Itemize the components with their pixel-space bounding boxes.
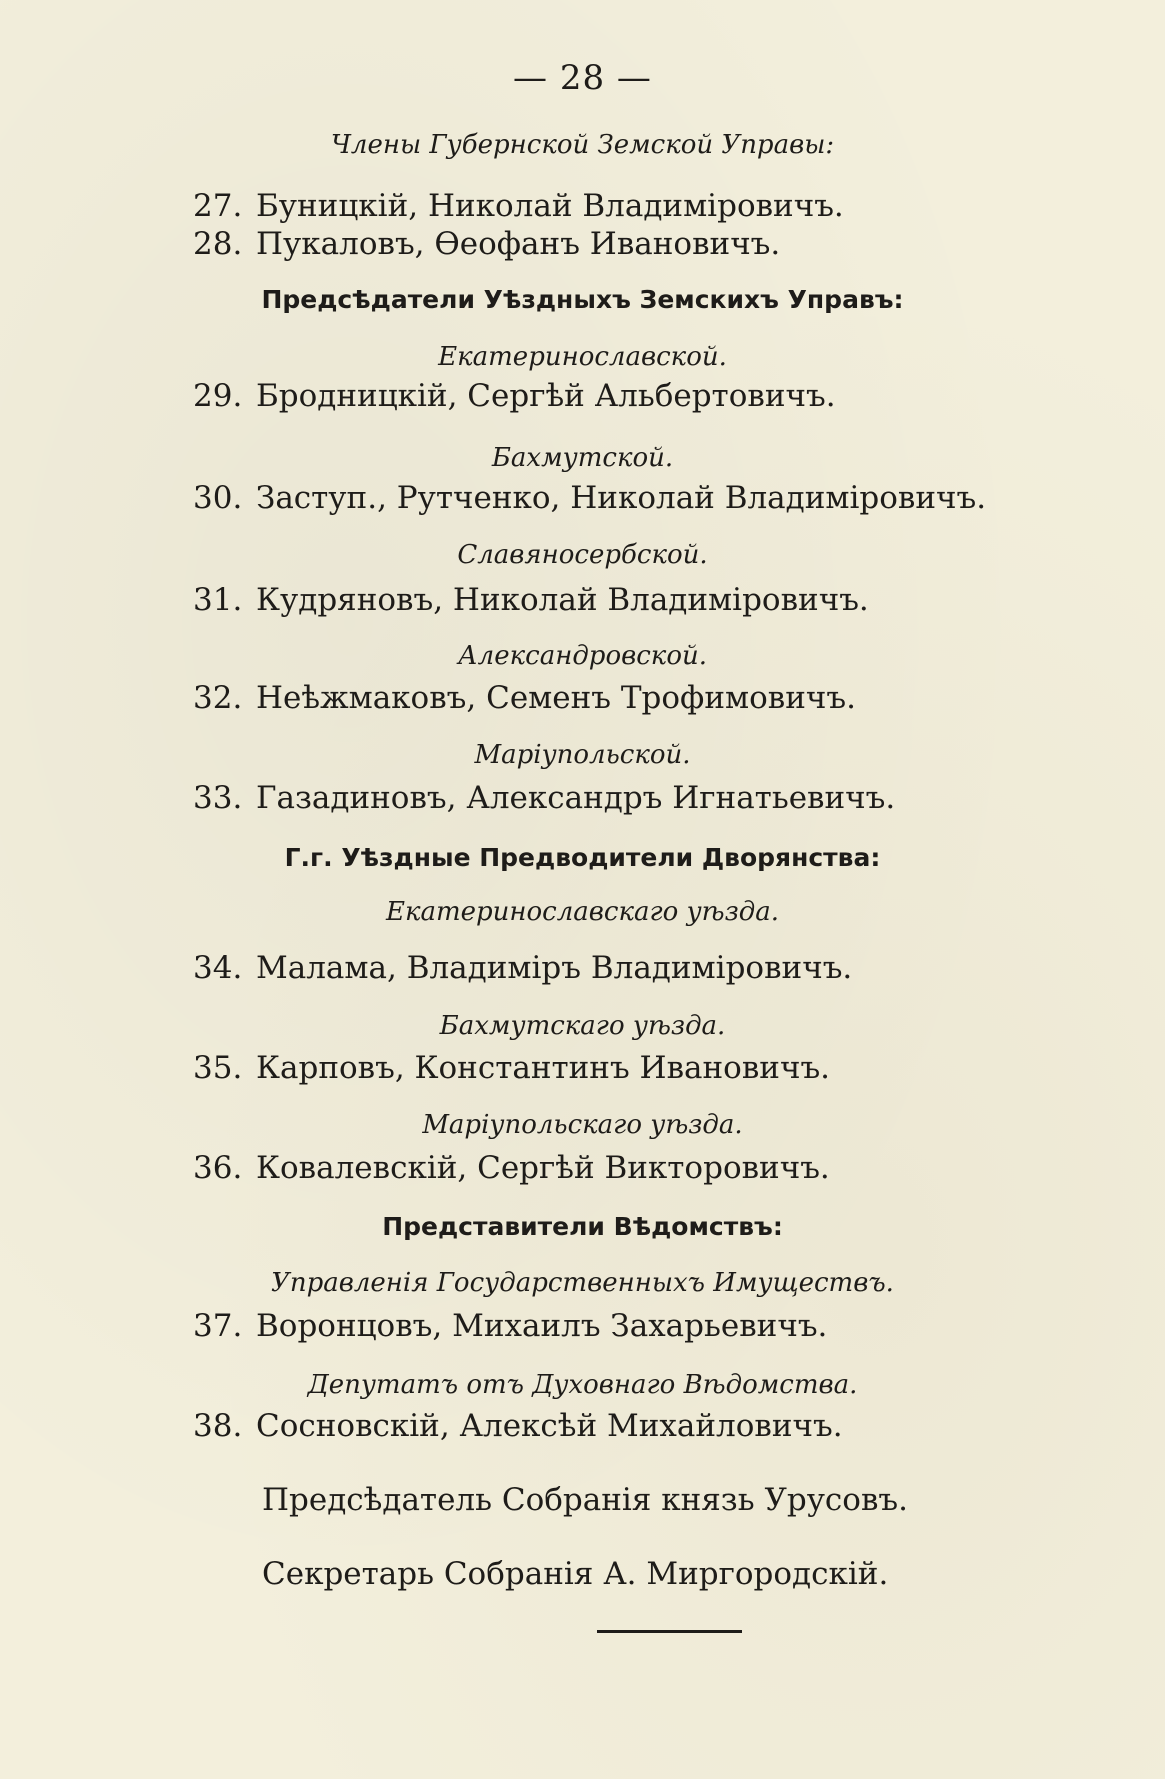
entry-number: 36. (193, 1150, 243, 1186)
entry-name: Малама, Владиміръ Владиміровичъ. (256, 950, 853, 986)
entry-number: 28. (193, 226, 243, 262)
entry-name: Сосновскій, Алексѣй Михайловичъ. (256, 1408, 843, 1444)
district-heading: Бахмутской. (491, 443, 674, 473)
list-item (193, 1150, 830, 1186)
entry-name: Ковалевскій, Сергѣй Викторовичъ. (256, 1150, 830, 1186)
department-heading: Управленія Государственныхъ Имуществъ. (271, 1268, 894, 1298)
entry-number: 33. (193, 780, 243, 816)
district-heading: Бахмутскаго уѣзда. (439, 1011, 726, 1041)
chairman-signature-line: Предсѣдатель Собранія князь Урусовъ. (262, 1482, 908, 1518)
district-heading: Екатеринославскаго уѣзда. (385, 897, 780, 927)
marshals-heading: Г.г. Уѣздные Предводители Дворянства: (284, 843, 881, 872)
entry-number: 30. (193, 480, 243, 516)
closing-rule (597, 1630, 742, 1633)
list-item (193, 680, 856, 716)
list-item (193, 1408, 843, 1444)
representatives-heading: Представители Вѣдомствъ: (382, 1212, 783, 1241)
entry-name: Кудряновъ, Николай Владиміровичъ. (256, 582, 869, 618)
district-heading: Маріупольскаго уѣзда. (422, 1110, 743, 1140)
entry-name: Воронцовъ, Михаилъ Захарьевичъ. (256, 1308, 828, 1344)
entry-name: Пукаловъ, Ѳеофанъ Ивановичъ. (256, 226, 781, 262)
entry-name: Буницкій, Николай Владиміровичъ. (256, 188, 844, 224)
entry-number: 29. (193, 378, 243, 414)
page-number: — 28 — (513, 58, 652, 98)
entry-number: 34. (193, 950, 243, 986)
list-item (193, 1308, 827, 1344)
entry-name: Бродницкій, Сергѣй Альбертовичъ. (256, 378, 836, 414)
district-heading: Маріупольской. (474, 740, 691, 770)
entry-name: Карповъ, Константинъ Ивановичъ. (256, 1050, 831, 1086)
entry-number: 38. (193, 1408, 243, 1444)
chairmen-heading: Предсѣдатели Уѣздныхъ Земскихъ Управъ: (261, 285, 904, 314)
district-heading: Славяносербской. (457, 540, 708, 570)
list-item (193, 1050, 830, 1086)
list-item (193, 780, 895, 816)
list-item (193, 480, 986, 516)
entry-number: 35. (193, 1050, 243, 1086)
list-item (193, 226, 780, 262)
entry-number: 27. (193, 188, 243, 224)
secretary-signature-line: Секретарь Собранія А. Миргородскій. (262, 1556, 889, 1592)
list-item (193, 188, 844, 224)
list-item (193, 582, 869, 618)
entry-name: Газадиновъ, Александръ Игнатьевичъ. (256, 780, 896, 816)
members-heading: Члены Губернской Земской Управы: (330, 130, 835, 160)
department-heading: Депутатъ отъ Духовнаго Вѣдомства. (307, 1370, 858, 1400)
entry-number: 32. (193, 680, 243, 716)
entry-number: 31. (193, 582, 243, 618)
entry-number: 37. (193, 1308, 243, 1344)
district-heading: Александровской. (457, 641, 707, 671)
entry-name: Заступ., Рутченко, Николай Владиміровичъ. (256, 480, 987, 516)
district-heading: Екатеринославской. (438, 342, 727, 372)
entry-name: Неѣжмаковъ, Семенъ Трофимовичъ. (256, 680, 856, 716)
list-item (193, 950, 852, 986)
list-item (193, 378, 836, 414)
